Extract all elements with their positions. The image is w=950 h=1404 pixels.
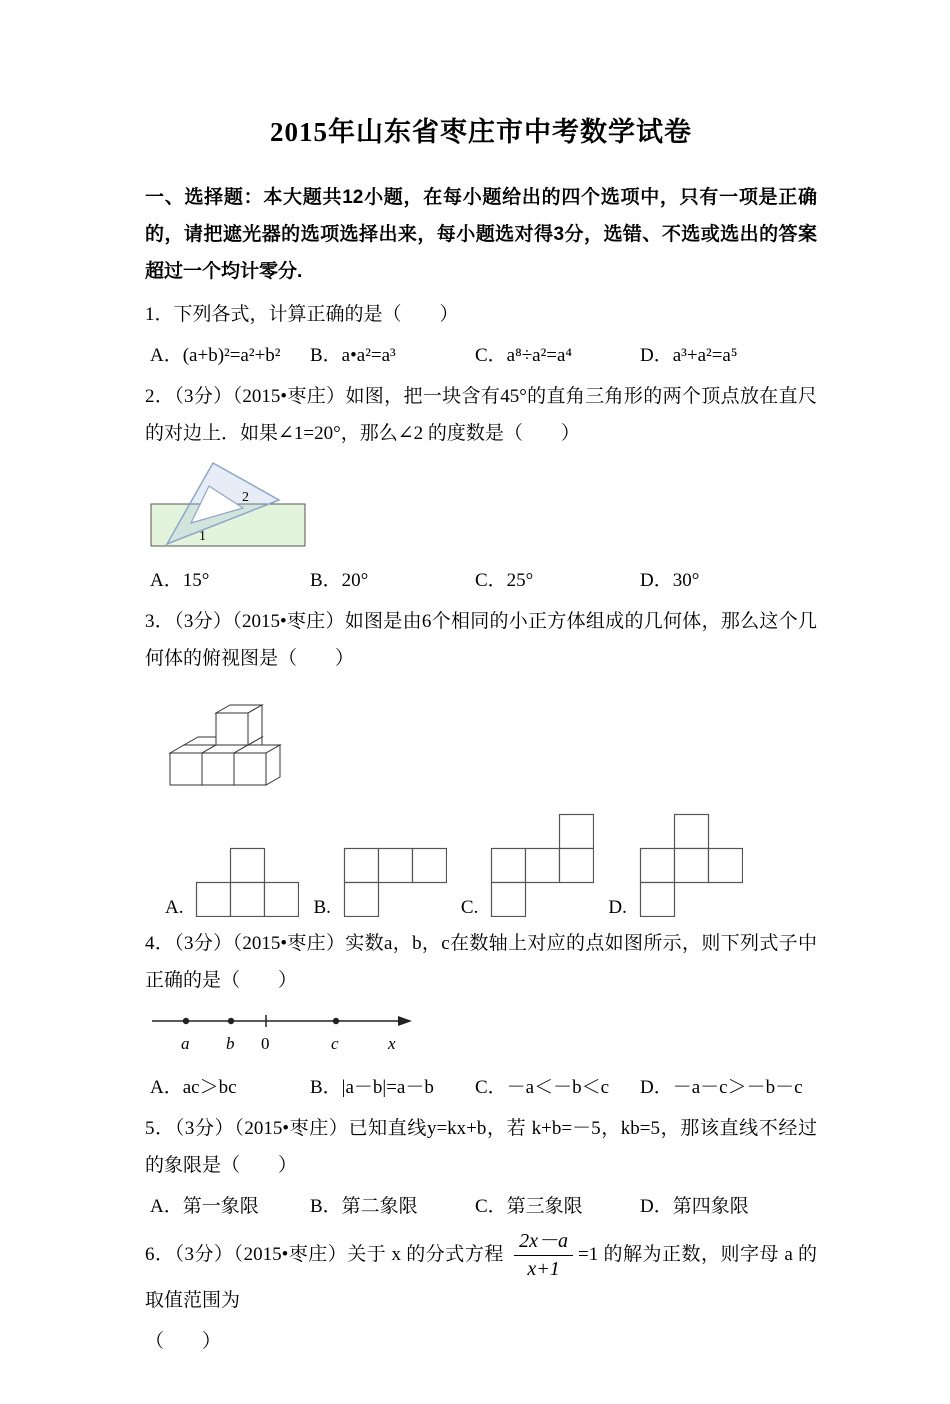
arrow-icon [398,1016,412,1026]
cube-stack-figure [150,685,817,797]
option-3-b [313,847,446,917]
option-2-a: A．15° [150,570,210,591]
option-1-d: D．a³+a²=a⁵ [640,345,738,366]
top-view-option-b [343,847,447,917]
angle-2-label: 2 [242,490,249,505]
label-a: a [181,1034,190,1053]
section-header: 一、选择题：本大题共12小题，在每小题给出的四个选项中，只有一项是正确的，请把遮光器的选项选择出来，每小题选对得3分，选错、不选或选出的答案超过一个均计零分. [145,187,817,282]
point-a [183,1018,189,1024]
question-3-options [145,813,817,917]
option-3-c-label: C. [460,897,479,918]
question-2-options [145,562,817,599]
question-3-text: 3．（3分）（2015•枣庄）如图是由6个相同的小正方体组成的几何体，那么这个几何体的俯视图是（ ） [145,611,817,669]
question-1 [145,296,817,374]
option-4-d: D．－a－c＞－b－c [640,1077,803,1098]
triangle-on-ruler-figure [150,460,310,550]
question-1-text: 1．下列各式，计算正确的是（ ） [145,304,459,325]
question-6-suffix: 的解为正数，则字母 a 的取值范围为 [145,1243,818,1311]
option-1-a: A．(a+b)²=a²+b² [150,345,281,366]
option-3-d-label: D. [608,897,627,918]
question-6 [145,1229,817,1360]
option-2-d: D．30° [640,570,700,591]
question-5 [145,1110,817,1225]
option-1-b: B．a•a²=a³ [310,345,396,366]
question-6-fraction [514,1229,573,1282]
question-5-options [145,1188,817,1225]
top-view-option-d [639,813,743,917]
label-zero: 0 [261,1034,270,1053]
number-line-figure [150,1007,420,1057]
option-3-d [608,813,742,917]
page-title: 2015年山东省枣庄市中考数学试卷 [270,117,692,147]
option-5-d: D．第四象限 [640,1196,749,1217]
option-5-c: C．第三象限 [475,1196,583,1217]
question-4-figure [150,1007,817,1063]
point-c [333,1018,339,1024]
question-2-figure [150,460,817,556]
question-6-answer-blank: （ ） [145,1331,222,1352]
question-6-equals: =1 [578,1243,599,1265]
point-b [228,1018,234,1024]
option-1-c: C．a⁸÷a²=a⁴ [475,345,573,366]
label-x: x [388,1034,396,1053]
option-4-b: B．|a－b|=a－b [310,1077,434,1098]
top-view-option-a [195,847,299,917]
option-2-c: C．25° [475,570,534,591]
option-3-c [461,813,594,917]
question-4-options [145,1069,817,1106]
option-3-a-label: A. [165,897,184,918]
question-5-text: 5．（3分）（2015•枣庄）已知直线y=kx+b，若 k+b=－5，kb=5，那该直线不经过的象限是（ ） [145,1118,817,1176]
fraction-denominator: x+1 [527,1258,560,1280]
question-3 [145,603,817,917]
question-4 [145,925,817,1106]
option-3-b-label: B. [313,897,331,918]
option-5-a: A．第一象限 [150,1196,259,1217]
option-2-b: B．20° [310,570,369,591]
question-1-options [145,337,817,374]
top-view-option-c [490,813,594,917]
option-5-b: B．第二象限 [310,1196,418,1217]
question-6-prefix: 6．（3分）（2015•枣庄）关于 x 的分式方程 [145,1243,504,1265]
isometric-cubes-figure [150,685,285,791]
option-4-c: C．－a＜－b＜c [475,1077,610,1098]
question-2 [145,378,817,599]
option-4-a: A．ac＞bc [150,1077,237,1098]
fraction-numerator: 2x－a [514,1229,573,1256]
angle-1-label: 1 [199,529,206,544]
option-3-a [165,847,299,917]
label-c: c [331,1034,339,1053]
question-4-text: 4．（3分）（2015•枣庄）实数a，b，c在数轴上对应的点如图所示，则下列式子中正确的是（ ） [145,933,817,991]
question-2-text: 2．（3分）（2015•枣庄）如图，把一块含有45°的直角三角形的两个顶点放在直尺的对边上．如果∠1=20°，那么∠2 的度数是（ ） [145,386,817,444]
question-6-text [145,1229,817,1319]
label-b: b [226,1034,235,1053]
